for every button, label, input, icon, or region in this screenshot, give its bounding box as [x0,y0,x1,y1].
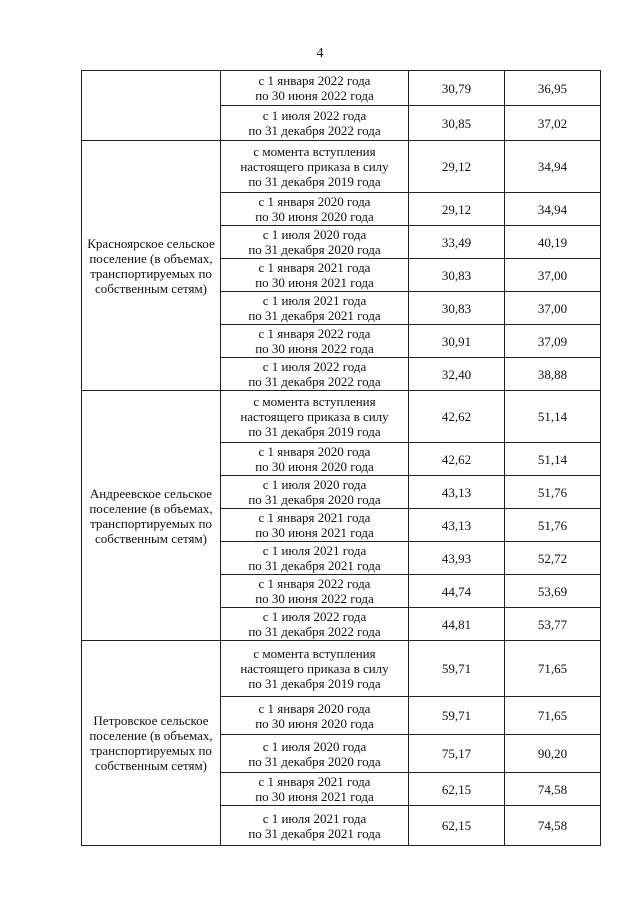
value-cell: 53,77 [505,608,601,641]
value-cell: 37,00 [505,292,601,325]
value-cell: 29,12 [409,193,505,226]
settlement-cell: Красноярское сельское поселение (в объемах, транспортируемых по собственным сетям) [82,141,221,391]
value-cell: 30,85 [409,106,505,141]
value-cell: 34,94 [505,193,601,226]
value-cell: 59,71 [409,697,505,735]
value-cell: 52,72 [505,542,601,575]
period-cell: с момента вступления настоящего приказа в силу по 31 декабря 2019 года [221,391,409,443]
period-cell: с 1 июля 2020 года по 31 декабря 2020 года [221,735,409,773]
value-cell: 30,83 [409,259,505,292]
value-cell: 74,58 [505,773,601,806]
value-cell: 42,62 [409,443,505,476]
period-cell: с 1 июля 2022 года по 31 декабря 2022 года [221,358,409,391]
value-cell: 30,79 [409,71,505,106]
period-cell: с 1 января 2022 года по 30 июня 2022 года [221,71,409,106]
value-cell: 29,12 [409,141,505,193]
value-cell: 74,58 [505,806,601,846]
period-cell: с 1 июля 2022 года по 31 декабря 2022 года [221,608,409,641]
value-cell: 38,88 [505,358,601,391]
period-cell: с 1 января 2021 года по 30 июня 2021 года [221,259,409,292]
table-row [82,391,601,443]
value-cell: 34,94 [505,141,601,193]
period-cell: с момента вступления настоящего приказа в силу по 31 декабря 2019 года [221,141,409,193]
value-cell: 62,15 [409,806,505,846]
value-cell: 43,13 [409,509,505,542]
table-row [82,71,601,106]
value-cell: 51,14 [505,391,601,443]
page-number: 4 [316,46,324,61]
table-row [82,641,601,697]
period-cell: с 1 января 2020 года по 30 июня 2020 года [221,193,409,226]
value-cell: 51,76 [505,476,601,509]
period-cell: с 1 июля 2020 года по 31 декабря 2020 года [221,476,409,509]
value-cell: 37,00 [505,259,601,292]
value-cell: 75,17 [409,735,505,773]
settlement-cell [82,71,221,141]
value-cell: 43,93 [409,542,505,575]
value-cell: 51,76 [505,509,601,542]
value-cell: 32,40 [409,358,505,391]
value-cell: 51,14 [505,443,601,476]
value-cell: 53,69 [505,575,601,608]
value-cell: 33,49 [409,226,505,259]
period-cell: с 1 января 2022 года по 30 июня 2022 года [221,575,409,608]
settlement-cell: Петровское сельское поселение (в объемах, транспортируемых по собственным сетям) [82,641,221,846]
period-cell: с 1 января 2021 года по 30 июня 2021 года [221,773,409,806]
period-cell: с 1 июля 2021 года по 31 декабря 2021 года [221,292,409,325]
value-cell: 44,74 [409,575,505,608]
settlement-cell: Андреевское сельское поселение (в объемах, транспортируемых по собственным сетям) [82,391,221,641]
value-cell: 44,81 [409,608,505,641]
value-cell: 30,83 [409,292,505,325]
value-cell: 37,09 [505,325,601,358]
value-cell: 37,02 [505,106,601,141]
value-cell: 30,91 [409,325,505,358]
value-cell: 59,71 [409,641,505,697]
table-row [82,141,601,193]
period-cell: с момента вступления настоящего приказа в силу по 31 декабря 2019 года [221,641,409,697]
value-cell: 43,13 [409,476,505,509]
period-cell: с 1 июля 2021 года по 31 декабря 2021 года [221,542,409,575]
value-cell: 40,19 [505,226,601,259]
value-cell: 71,65 [505,697,601,735]
period-cell: с 1 июля 2022 года по 31 декабря 2022 года [221,106,409,141]
value-cell: 36,95 [505,71,601,106]
period-cell: с 1 января 2020 года по 30 июня 2020 года [221,697,409,735]
period-cell: с 1 июля 2020 года по 31 декабря 2020 года [221,226,409,259]
value-cell: 42,62 [409,391,505,443]
value-cell: 90,20 [505,735,601,773]
period-cell: с 1 июля 2021 года по 31 декабря 2021 года [221,806,409,846]
value-cell: 71,65 [505,641,601,697]
value-cell: 62,15 [409,773,505,806]
period-cell: с 1 января 2021 года по 30 июня 2021 года [221,509,409,542]
period-cell: с 1 января 2022 года по 30 июня 2022 года [221,325,409,358]
tariff-table [81,70,601,846]
period-cell: с 1 января 2020 года по 30 июня 2020 года [221,443,409,476]
